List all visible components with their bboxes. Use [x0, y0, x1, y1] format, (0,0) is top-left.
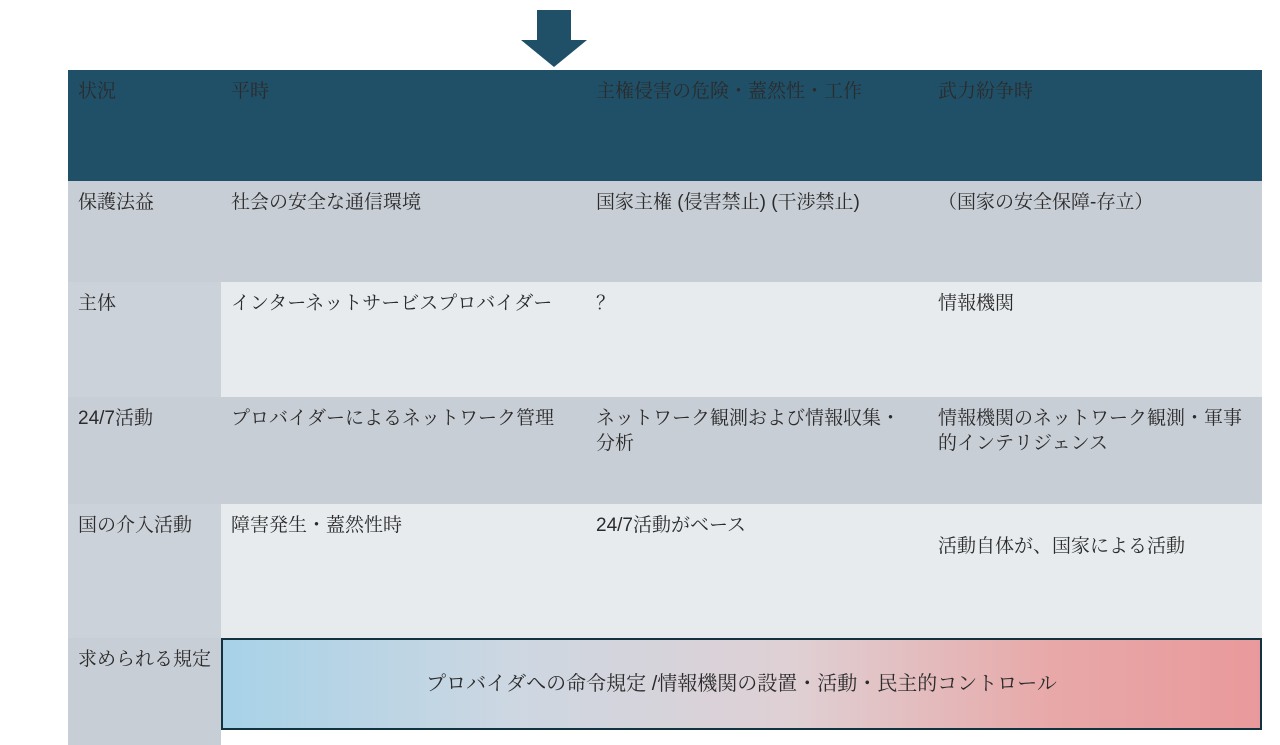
cell-247-conflict: 情報機関のネットワーク観測・軍事的インテリジェンス	[928, 397, 1262, 504]
table-header-row	[68, 70, 1262, 181]
gradient-band	[221, 638, 1262, 730]
cell-actor-conflict: 情報機関	[928, 282, 1262, 397]
cell-state-intervention-conflict: 活動自体が、国家による活動	[928, 504, 1262, 638]
header-cell-armed-conflict: 武力紛争時	[928, 70, 1262, 181]
row-label-247-activity: 24/7活動	[68, 397, 221, 504]
row-label-protected-interest: 保護法益	[68, 181, 221, 282]
table-row	[68, 282, 1262, 397]
cell-247-risk: ネットワーク観測および情報収集・分析	[586, 397, 928, 504]
cell-state-intervention-risk: 24/7活動がベース	[586, 504, 928, 638]
row-label-actor: 主体	[68, 282, 221, 397]
table-row	[68, 397, 1262, 504]
cell-protected-interest-peacetime: 社会の安全な通信環境	[221, 181, 586, 282]
table-row	[68, 181, 1262, 282]
down-arrow-icon	[519, 10, 589, 68]
required-regulation-text: プロバイダへの命令規定 /情報機関の設置・活動・民主的コントロール	[426, 672, 1057, 695]
cell-protected-interest-conflict: （国家の安全保障-存立）	[928, 181, 1262, 282]
cell-actor-peacetime: インターネットサービスプロバイダー	[221, 282, 586, 397]
cell-state-intervention-peacetime: 障害発生・蓋然性時	[221, 504, 586, 638]
row-label-required-regulation: 求められる規定	[68, 638, 221, 745]
cell-actor-risk: ？	[586, 282, 928, 397]
cell-protected-interest-risk: 国家主権 (侵害禁止) (干渉禁止)	[586, 181, 928, 282]
header-cell-peacetime: 平時	[221, 70, 586, 181]
comparison-table	[68, 70, 1262, 745]
row-label-state-intervention: 国の介入活動	[68, 504, 221, 638]
cell-247-peacetime: プロバイダーによるネットワーク管理	[221, 397, 586, 504]
table-row	[68, 638, 1262, 745]
table-row	[68, 504, 1262, 638]
cell-required-regulation-merged	[221, 638, 1262, 745]
header-cell-situation: 状況	[68, 70, 221, 181]
header-cell-sovereignty-risk: 主権侵害の危険・蓋然性・工作	[586, 70, 928, 181]
